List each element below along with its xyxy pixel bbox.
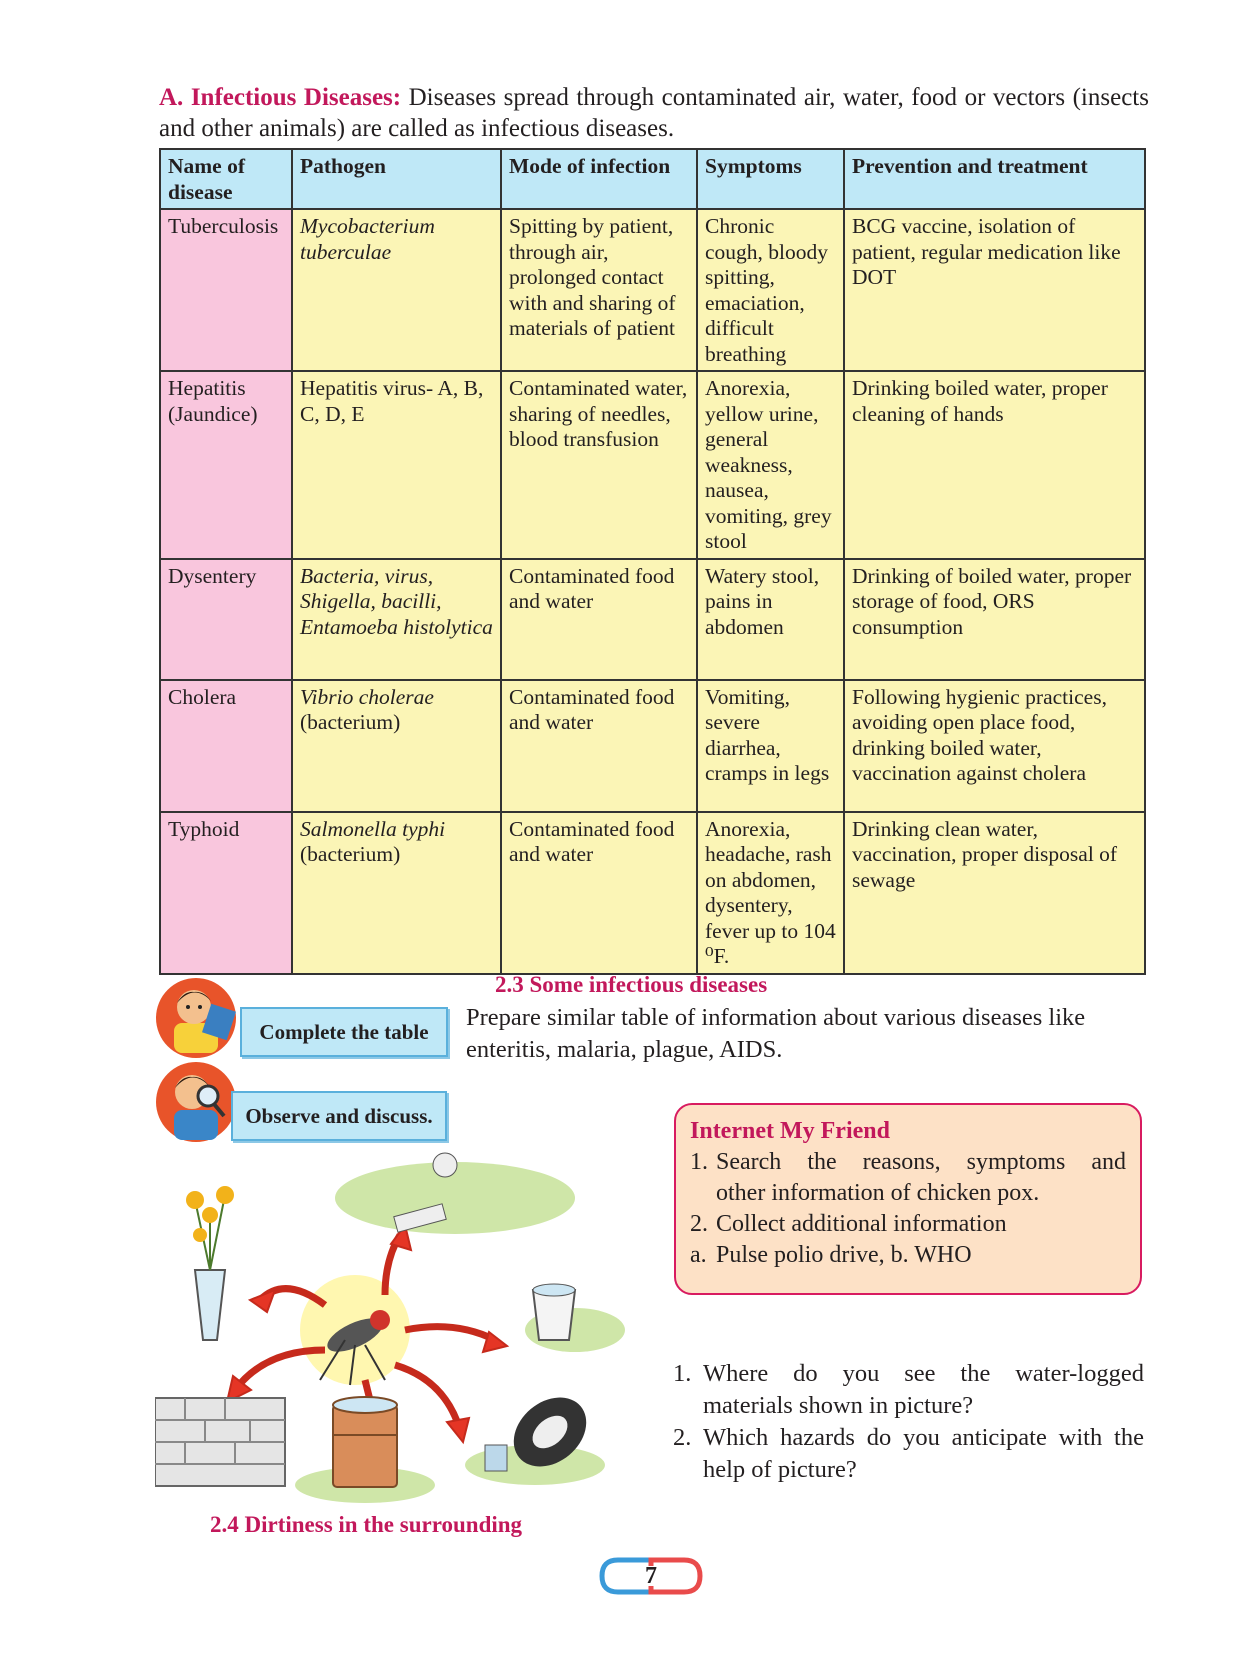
symptoms-cell: Anorexia, headache, rash on abdomen, dysentery, fever up to 104 ⁰F. <box>697 812 844 974</box>
disease-name: Tuberculosis <box>160 209 292 371</box>
mode-cell: Contaminated food and water <box>501 680 697 812</box>
diseases-table <box>159 148 1146 975</box>
table-row <box>160 371 1145 559</box>
table-caption: 2.3 Some infectious diseases <box>495 972 768 997</box>
header-symptoms: Symptoms <box>697 149 844 209</box>
questions-list <box>673 1358 1144 1486</box>
table-row <box>160 812 1145 974</box>
pathogen-cell: Salmonella typhi (bacterium) <box>292 812 501 974</box>
header-name: Name of disease <box>160 149 292 209</box>
table-row <box>160 209 1145 371</box>
list-item: 2. Collect additional information <box>690 1211 1007 1237</box>
disease-name: Dysentery <box>160 559 292 680</box>
symptoms-cell: Watery stool, pains in abdomen <box>697 559 844 680</box>
internet-my-friend-box <box>674 1103 1142 1295</box>
pathogen-cell: Bacteria, virus, Shigella, bacilli, Entamoeba histolytica <box>292 559 501 680</box>
internet-box-title: Internet My Friend <box>690 1118 890 1144</box>
intro-text: Diseases spread through contaminated air, water, food or vectors (insects and other animals) are called as infectious diseases. <box>159 84 1149 142</box>
complete-table-badge: Complete the table <box>240 1007 448 1057</box>
mode-cell: Contaminated food and water <box>501 559 697 680</box>
mosquito-icon <box>300 1275 410 1385</box>
pathogen-cell: Hepatitis virus- A, B, C, D, E <box>292 371 501 559</box>
list-item: 2. Which hazards do you anticipate with the help of picture? <box>673 1424 1144 1483</box>
barrel-icon <box>333 1397 397 1487</box>
mode-cell: Contaminated water, sharing of needles, blood transfusion <box>501 371 697 559</box>
section-heading: A. Infectious Diseases: <box>159 84 402 111</box>
complete-table-text: Prepare similar table of information about various diseases like enteritis, malaria, plague, AIDS. <box>466 1004 1086 1063</box>
list-item: 1. Where do you see the water-logged materials shown in picture? <box>673 1360 1144 1419</box>
header-pathogen: Pathogen <box>292 149 501 209</box>
mode-cell: Contaminated food and water <box>501 812 697 974</box>
symptoms-cell: Anorexia, yellow urine, general weakness, nausea, vomiting, grey stool <box>697 371 844 559</box>
list-item: other information of chicken pox. <box>716 1180 1040 1206</box>
list-item: a. Pulse polio drive, b. WHO <box>690 1242 972 1268</box>
observe-discuss-badge: Observe and discuss. <box>231 1091 447 1141</box>
bucket-icon <box>533 1284 575 1340</box>
page-number: 7 <box>645 1562 657 1589</box>
disease-name: Cholera <box>160 680 292 812</box>
table-row <box>160 559 1145 680</box>
dirtiness-illustration <box>155 1140 625 1510</box>
table-row <box>160 680 1145 812</box>
prevention-cell: BCG vaccine, isolation of patient, regular medication like DOT <box>844 209 1145 371</box>
symptoms-cell: Chronic cough, bloody spitting, emaciation, difficult breathing <box>697 209 844 371</box>
mode-cell: Spitting by patient, through air, prolonged contact with and sharing of materials of patient <box>501 209 697 371</box>
list-item: 1. Search the reasons, symptoms and <box>690 1149 1126 1175</box>
disease-name: Typhoid <box>160 812 292 974</box>
prevention-cell: Drinking clean water, vaccination, proper disposal of sewage <box>844 812 1145 974</box>
table-header-row <box>160 149 1145 209</box>
prevention-cell: Following hygienic practices, avoiding open place food, drinking boiled water, vaccination against cholera <box>844 680 1145 812</box>
intro-paragraph <box>159 82 1149 144</box>
student-reading-icon <box>154 977 246 1059</box>
symptoms-cell: Vomiting, severe diarrhea, cramps in legs <box>697 680 844 812</box>
header-mode: Mode of infection <box>501 149 697 209</box>
prevention-cell: Drinking boiled water, proper cleaning of hands <box>844 371 1145 559</box>
figure-caption: 2.4 Dirtiness in the surrounding <box>210 1512 523 1537</box>
pathogen-cell: Mycobacterium tuberculae <box>292 209 501 371</box>
brick-wall-icon <box>155 1398 285 1486</box>
vase-icon <box>186 1186 234 1340</box>
disease-name: Hepatitis (Jaundice) <box>160 371 292 559</box>
prevention-cell: Drinking of boiled water, proper storage of food, ORS consumption <box>844 559 1145 680</box>
pathogen-cell: Vibrio cholerae (bacterium) <box>292 680 501 812</box>
header-prevention: Prevention and treatment <box>844 149 1145 209</box>
